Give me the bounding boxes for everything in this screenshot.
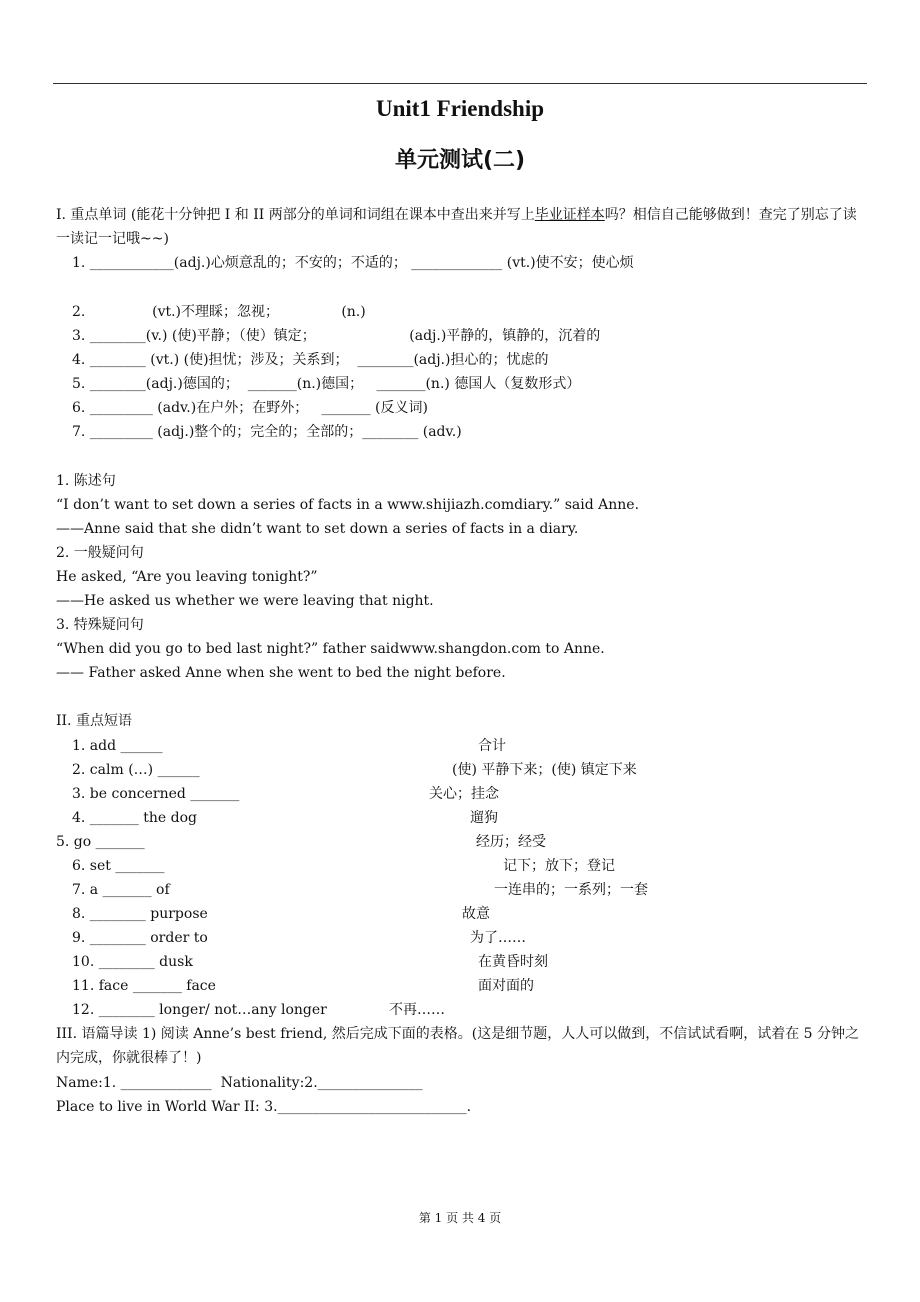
phrase-left: 7. a _______ of	[72, 882, 170, 898]
phrase-right: 在黄昏时刻	[478, 954, 548, 970]
phrase-left: 6. set _______	[72, 858, 165, 874]
phrase-right: (使) 平静下来；(使) 镇定下来	[452, 762, 637, 778]
phrase-right: 不再……	[389, 1002, 445, 1018]
section2-heading: II. 重点短语	[56, 713, 132, 729]
vocab-item-6: 6. _________ (adv.)在户外；在野外； _______ (反义词)	[72, 400, 428, 416]
vocab-item-4: 4. ________ (vt.) (使)担忧；涉及；关系到； ________(adj.)担心的；忧虑的	[72, 352, 549, 368]
phrase-right: 故意	[462, 906, 490, 922]
section1-intro-text-b: 吗？相信自己能够做到！查完了别忘了读一读记一记哦~~)	[56, 207, 857, 247]
vocab-item-2: 2. (vt.)不理睬；忽视； (n.)	[72, 304, 366, 320]
phrase-right: 记下；放下；登记	[503, 858, 615, 874]
phrase-right: 一连串的；一系列；一套	[494, 882, 648, 898]
vocab-item-5: 5. ________(adj.)德国的； _______(n.)德国； _______(n.) 德国人（复数形式）	[72, 376, 581, 392]
phrase-left: 10. ________ dusk	[72, 954, 193, 970]
form-row-place: Place to live in World War II: 3.___________________________.	[56, 1099, 472, 1115]
phrase-left: 1. add ______	[72, 738, 163, 754]
grammar-line: ——He asked us whether we were leaving that night.	[56, 593, 434, 609]
phrase-left: 2. calm (…) ______	[72, 762, 200, 778]
phrase-right: 关心；挂念	[429, 786, 499, 802]
top-rule	[53, 83, 867, 84]
page-title: Unit1 Friendship	[375, 96, 545, 121]
vocab-item-7: 7. _________ (adj.)整个的；完全的；全部的；________ (adv.)	[72, 424, 462, 440]
phrase-right: 合计	[478, 738, 506, 754]
page-footer: 第 1 页 共 4 页	[418, 1211, 502, 1225]
grammar-line: ——Anne said that she didn’t want to set down a series of facts in a diary.	[56, 521, 579, 537]
phrase-left: 3. be concerned _______	[72, 786, 240, 802]
grammar-line: “I don’t want to set down a series of facts in a www.shijiazh.comdiary.” said Anne.	[56, 497, 640, 513]
grammar-heading-3: 3. 特殊疑问句	[56, 617, 144, 633]
phrase-right: 遛狗	[470, 810, 498, 826]
vocab-item-1: 1. ____________(adj.)心烦意乱的；不安的；不适的； _____________ (vt.)使不安；使心烦	[72, 255, 634, 271]
form-row-name-nationality: Name:1. _____________ Nationality:2._______________	[56, 1075, 423, 1091]
phrase-right: 经历；经受	[476, 834, 546, 850]
grammar-line: He asked, “Are you leaving tonight?”	[56, 569, 318, 585]
section3-intro: III. 语篇导读 1) 阅读 Anne’s best friend, 然后完成下面的表格。(这是细节题，人人可以做到，不信试试看啊，试着在 5 分钟之内完成，你就很棒了！)	[56, 1026, 860, 1066]
section1-intro	[56, 203, 868, 251]
phrase-left: 8. ________ purpose	[72, 906, 208, 922]
phrase-left: 5. go _______	[56, 834, 145, 850]
phrase-left: 12. ________ longer/ not…any longer	[72, 1002, 327, 1018]
grammar-line: —— Father asked Anne when she went to bed the night before.	[56, 665, 506, 681]
vocab-item-3: 3. ________(v.) (使)平静；（使）镇定； (adj.)平静的，镇静的，沉着的	[72, 328, 601, 344]
phrase-left: 4. _______ the dog	[72, 810, 197, 826]
grammar-heading-1: 1. 陈述句	[56, 473, 116, 489]
page-subtitle: 单元测试(二)	[394, 148, 526, 173]
phrase-right: 为了……	[470, 930, 526, 946]
section1-intro-text-a: I. 重点单词 (能花十分钟把 I 和 II 两部分的单词和词组在课本中查出来并写上	[56, 207, 535, 223]
phrase-right: 面对面的	[478, 978, 534, 994]
grammar-line: “When did you go to bed last night?” father saidwww.shangdon.com to Anne.	[56, 641, 605, 657]
phrase-left: 11. face _______ face	[72, 978, 216, 994]
phrase-left: 9. ________ order to	[72, 930, 208, 946]
grammar-heading-2: 2. 一般疑问句	[56, 545, 144, 561]
section1-intro-underlined: 毕业证样本	[534, 207, 605, 223]
